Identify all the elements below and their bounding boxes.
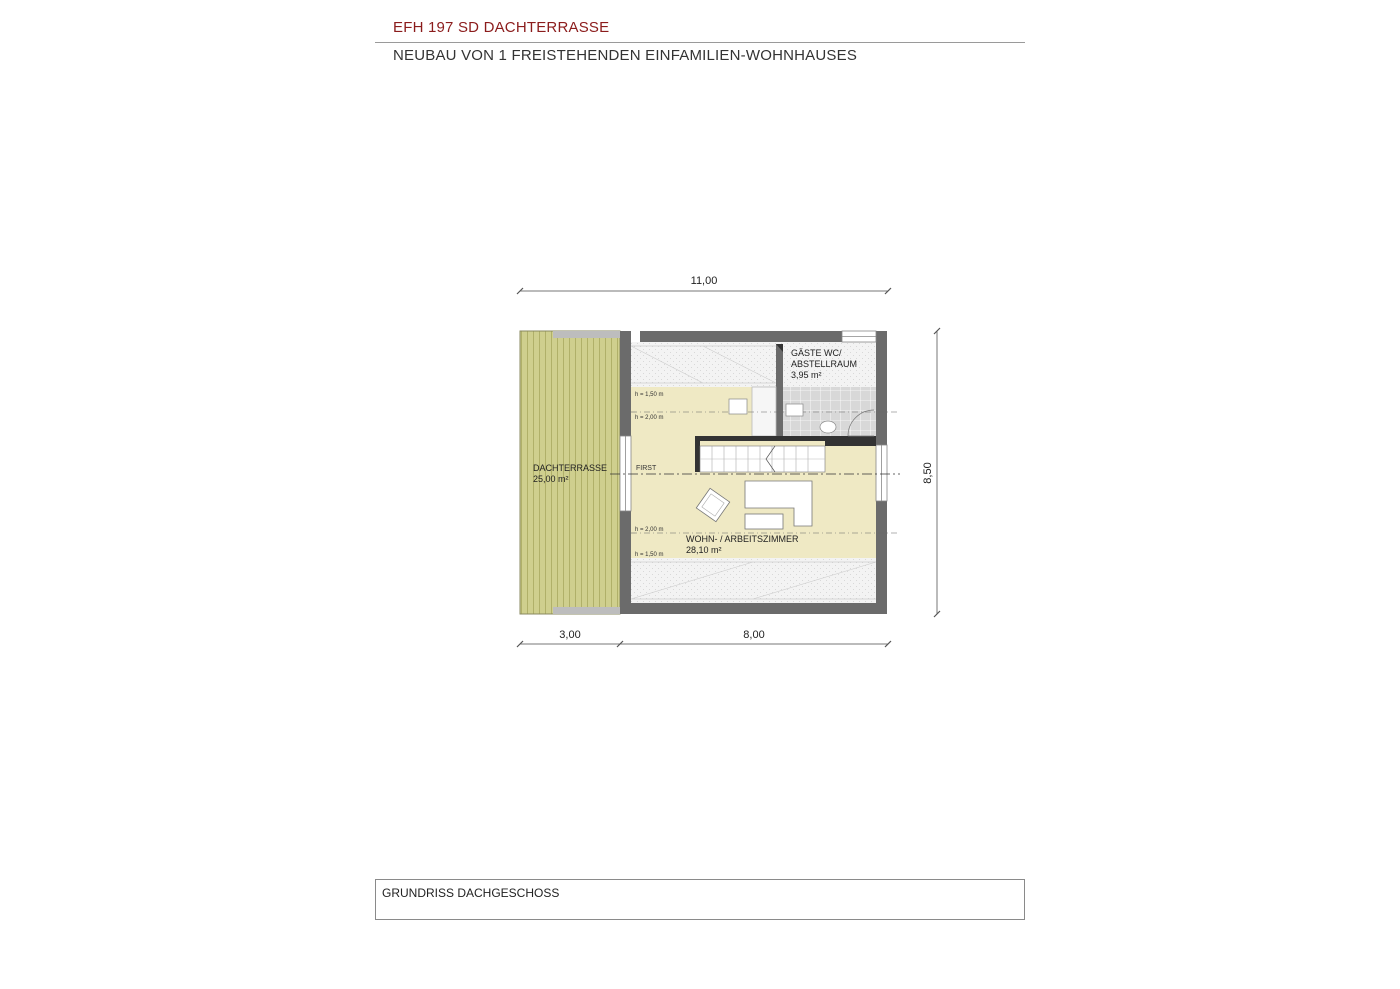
top-dimension bbox=[517, 275, 891, 294]
ridge-label: FIRST bbox=[636, 465, 657, 472]
roof-terrace bbox=[520, 331, 620, 614]
terrace-area: 25,00 m² bbox=[533, 474, 569, 484]
dimension-depth: 8,50 bbox=[922, 462, 934, 484]
height-mark-top-150: h = 1,50 m bbox=[635, 392, 664, 398]
wc-name-line2: ABSTELLRAUM bbox=[791, 359, 858, 369]
height-mark-bottom-200: h = 2,00 m bbox=[635, 527, 664, 533]
dimension-terrace-width: 3,00 bbox=[559, 629, 581, 641]
right-dimension bbox=[922, 328, 940, 617]
height-mark-bottom-150: h = 1,50 m bbox=[635, 552, 664, 558]
drawing-title: EFH 197 SD DACHTERRASSE bbox=[393, 19, 610, 36]
wc-name-line1: GÄSTE WC/ bbox=[791, 348, 842, 358]
terrace-name: DACHTERRASSE bbox=[533, 463, 608, 473]
house-walls bbox=[620, 331, 887, 614]
bottom-dimension bbox=[517, 629, 891, 647]
footer-label: GRUNDRISS DACHGESCHOSS bbox=[382, 886, 560, 900]
height-mark-top-200: h = 2,00 m bbox=[635, 415, 664, 421]
dimension-house-width: 8,00 bbox=[743, 629, 765, 641]
footer-title-box bbox=[375, 879, 1025, 920]
living-room-area: 28,10 m² bbox=[686, 545, 722, 555]
living-room-name: WOHN- / ARBEITSZIMMER bbox=[686, 534, 799, 544]
wc-area: 3,95 m² bbox=[791, 370, 822, 380]
drawing-subtitle: NEUBAU VON 1 FREISTEHENDEN EINFAMILIEN-WOHNHAUSES bbox=[393, 47, 858, 64]
dimension-total-width: 11,00 bbox=[690, 275, 718, 287]
